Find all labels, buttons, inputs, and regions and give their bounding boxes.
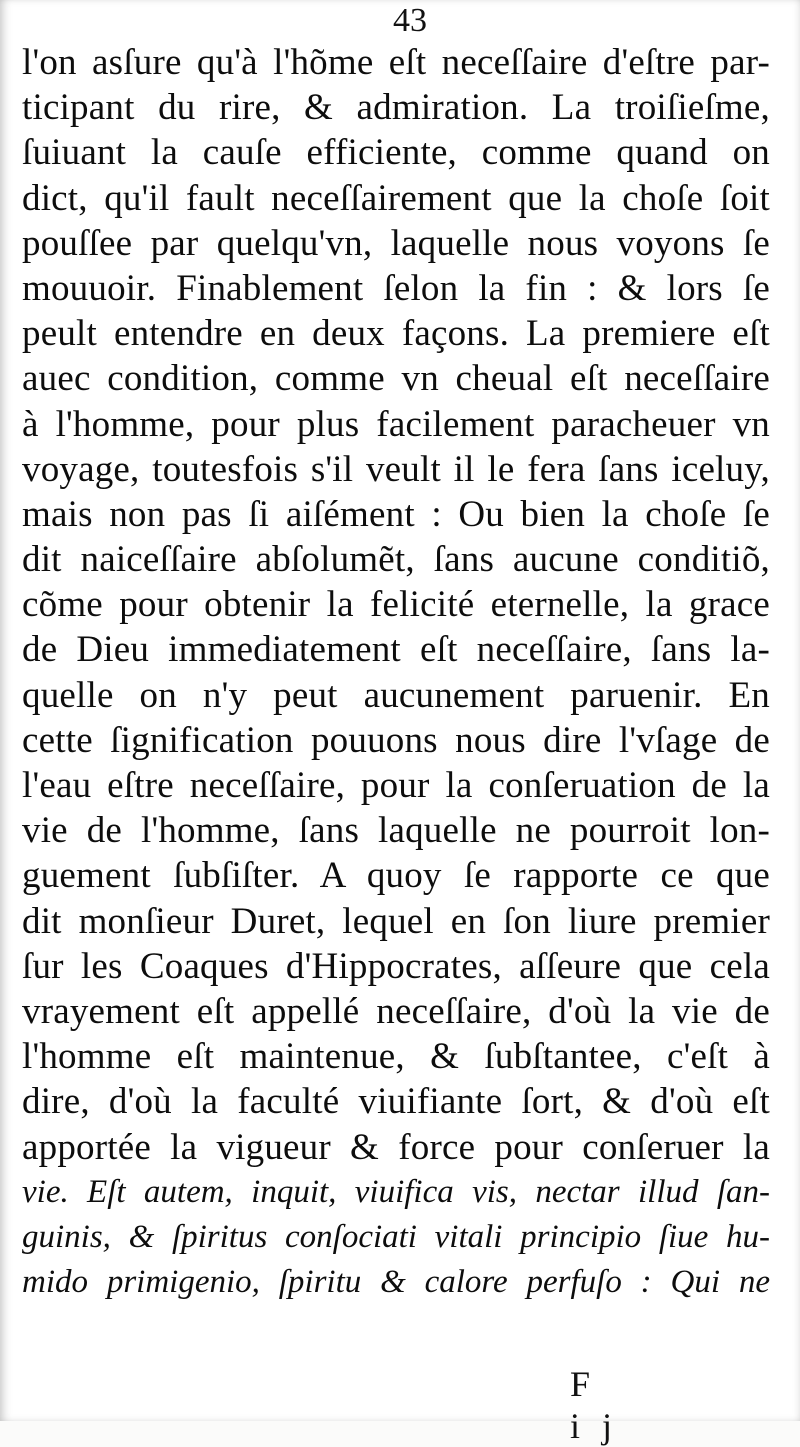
text-line: peult entendre en deux façons. La premiere eſt xyxy=(22,313,770,355)
text-line: ticipant du rire, & admiration. La troiſieſme, xyxy=(22,87,770,129)
body-text xyxy=(22,40,770,1305)
text-line: ſuiuant la cauſe efficiente, comme quand on xyxy=(22,132,770,174)
text-line: ſur les Coaques d'Hippocrates, aſſeure que cela xyxy=(22,945,770,987)
text-line: apportée la vigueur & force pour conſeruer la xyxy=(22,1126,770,1168)
text-line: mouuoir. Finablement ſelon la fin : & lors ſe xyxy=(22,267,770,309)
text-line: l'on asſure qu'à l'hõme eſt neceſſaire d'eſtre par- xyxy=(22,42,770,83)
text-line: vie de l'homme, ſans laquelle ne pourroit lon- xyxy=(22,810,770,852)
text-line: dit naiceſſaire abſolumẽt, ſans aucune conditiõ, xyxy=(22,539,770,581)
text-line: quelle on n'y peut aucunement paruenir. En xyxy=(22,674,770,716)
text-line: à l'homme, pour plus facilement paracheuer vn xyxy=(22,403,770,445)
text-line: cette ſignification pouuons nous dire l'vſage de xyxy=(22,719,770,761)
text-line: cõme pour obtenir la felicité eternelle, la grace xyxy=(22,584,770,626)
signature-mark: F ij xyxy=(570,1364,635,1446)
text-line: pouſſee par quelqu'vn, laquelle nous voyons ſe xyxy=(22,222,770,264)
text-line: guinis, & ſpiritus conſociati vitali principio ſiue hu- xyxy=(22,1218,770,1255)
text-line: mais non pas ſi aiſément : Ou bien la choſe ſe xyxy=(22,493,770,535)
page-number: 43 xyxy=(393,2,427,39)
text-line: voyage, toutesfois s'il veult il le fera ſans iceluy, xyxy=(22,448,770,490)
text-line: de Dieu immediatement eſt neceſſaire, ſans la- xyxy=(22,629,770,671)
text-line: auec condition, comme vn cheual eſt neceſſaire xyxy=(22,358,770,400)
text-line: dict, qu'il fault neceſſairement que la choſe ſoit xyxy=(22,177,770,219)
text-line: vie. Eſt autem, inquit, viuifica vis, nectar illud ſan- xyxy=(22,1173,770,1210)
text-line: vrayement eſt appellé neceſſaire, d'où la vie de xyxy=(22,990,770,1032)
text-line: l'homme eſt maintenue, & ſubſtantee, c'eſt à xyxy=(22,1036,770,1078)
text-line: dit monſieur Duret, lequel en ſon liure premier xyxy=(22,900,770,942)
text-line: guement ſubſiſter. A quoy ſe rapporte ce que xyxy=(22,855,770,897)
text-line: l'eau eſtre neceſſaire, pour la conſeruation de la xyxy=(22,765,770,806)
text-line: dire, d'où la faculté viuifiante ſort, & d'où eſt xyxy=(22,1081,770,1123)
text-line: mido primigenio, ſpiritu & calore perfuſo : Qui ne xyxy=(22,1264,770,1301)
